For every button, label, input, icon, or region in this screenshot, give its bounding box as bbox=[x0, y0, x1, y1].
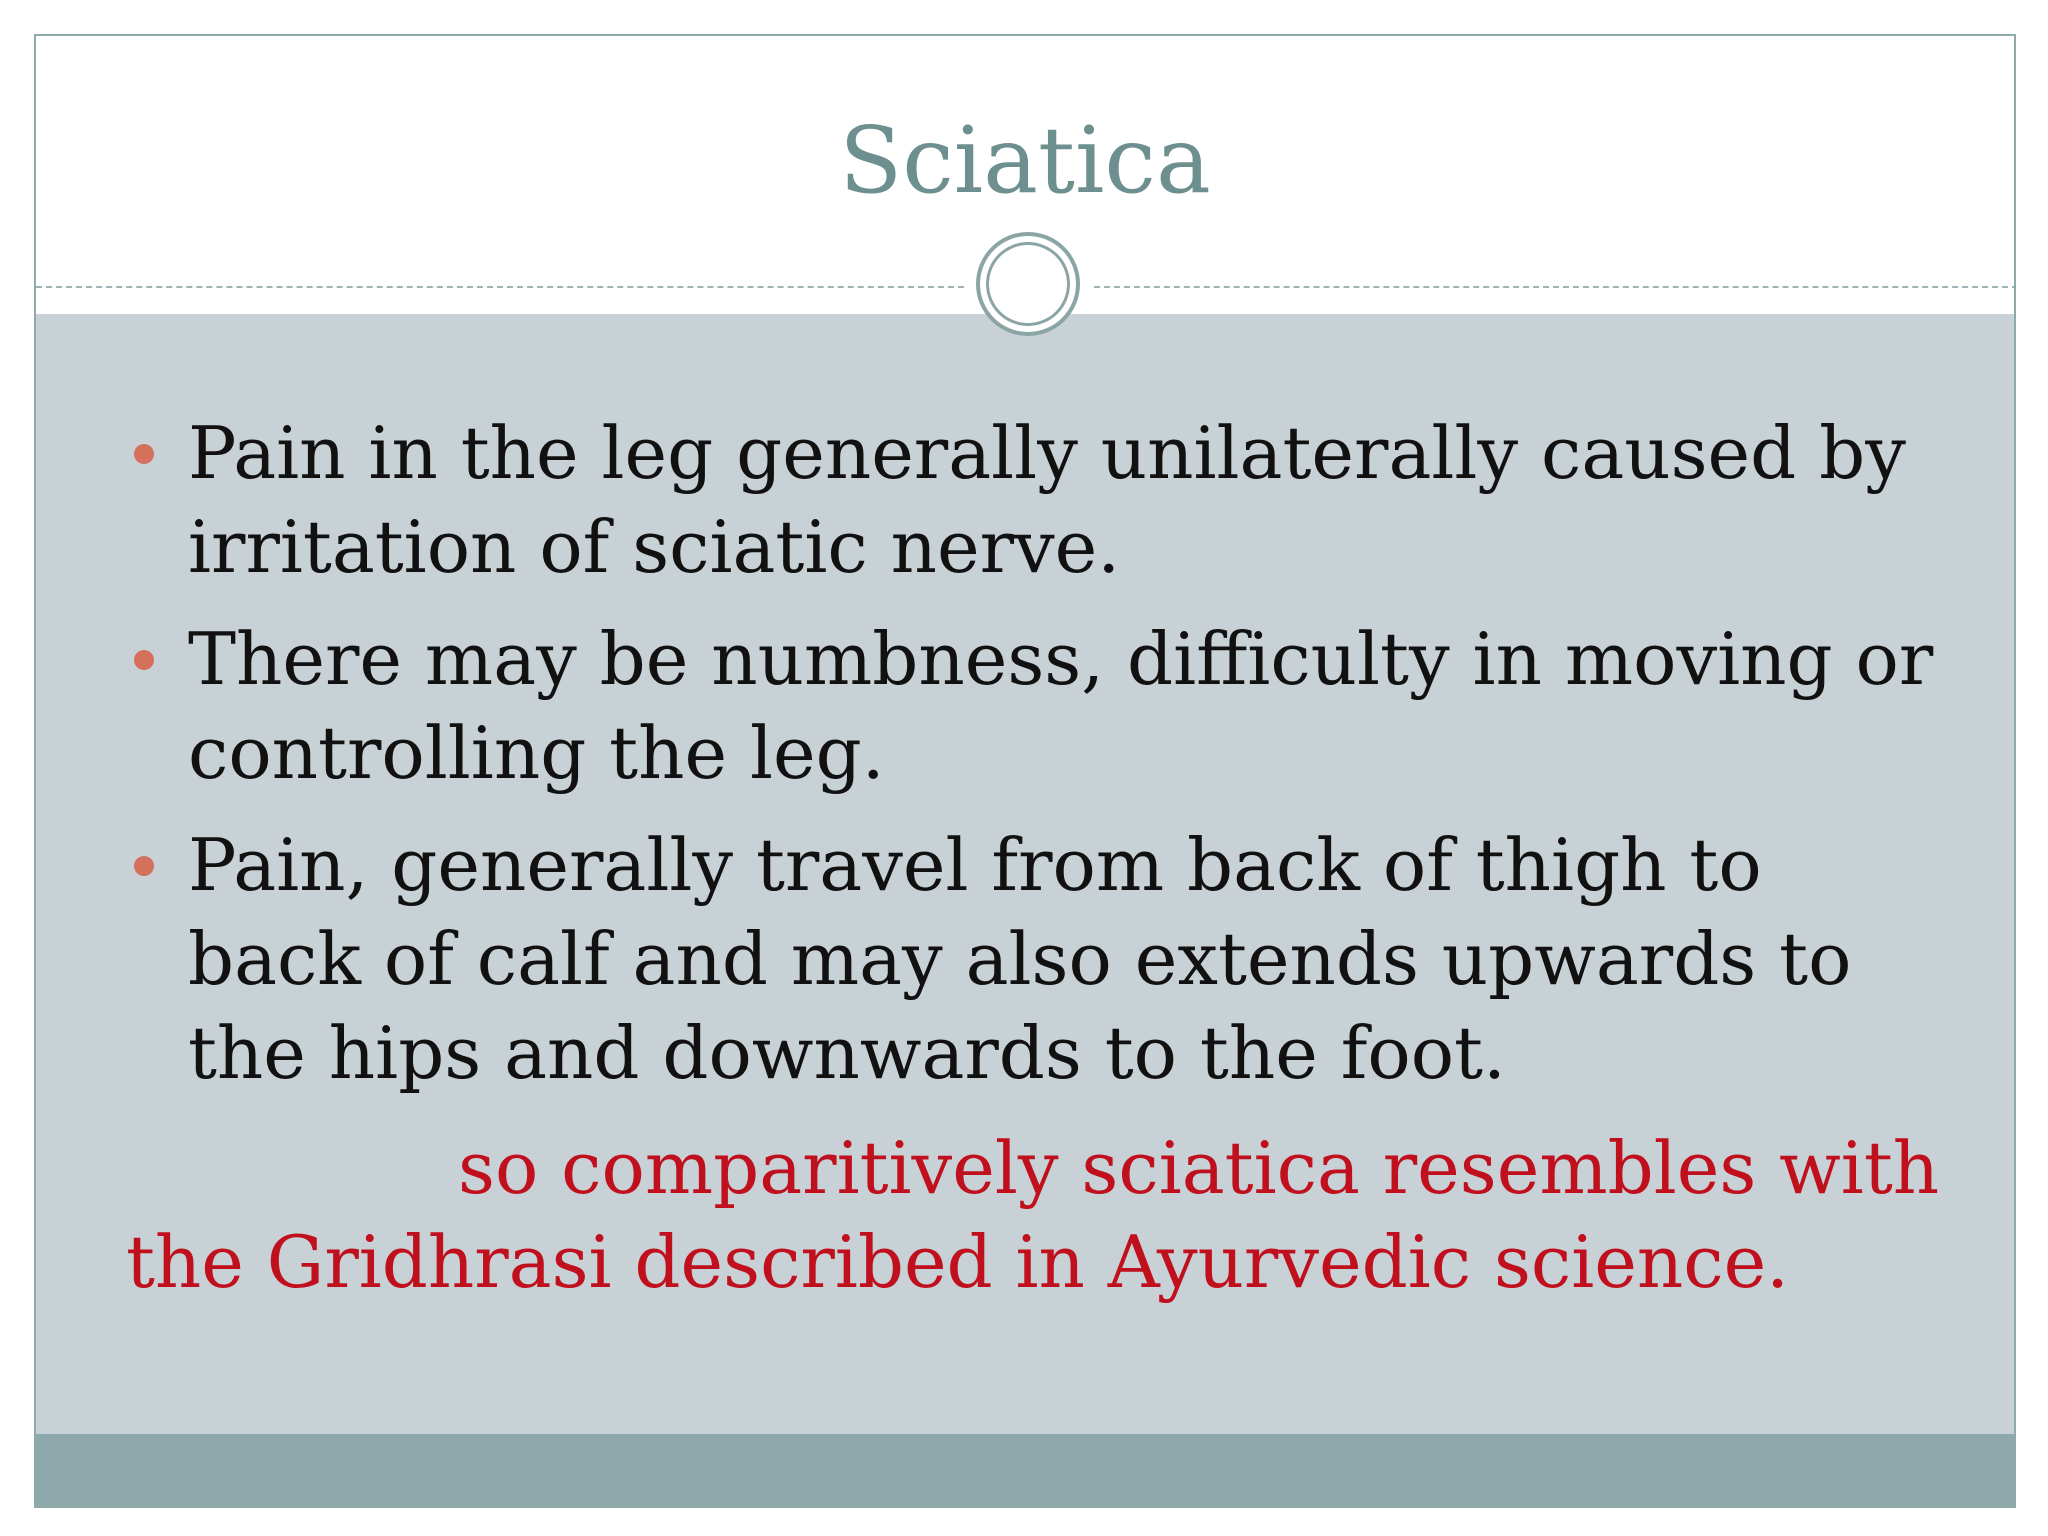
bullet-dot-icon bbox=[134, 856, 154, 876]
title-circle-ornament-icon bbox=[976, 232, 1080, 336]
conclusion-text: so comparitively sciatica resembles with the Gridhrasi described in Ayurvedic science. bbox=[126, 1126, 1940, 1304]
bullet-text: There may be numbness, difficulty in moving or controlling the leg. bbox=[188, 617, 1934, 795]
bullet-list bbox=[36, 406, 1936, 1118]
bullet-item bbox=[36, 612, 1936, 800]
footer-bar bbox=[36, 1434, 2014, 1508]
bullet-dot-icon bbox=[134, 444, 154, 464]
slide bbox=[34, 34, 2016, 1508]
title-divider-left bbox=[36, 286, 964, 288]
bullet-item bbox=[36, 406, 1936, 594]
bullet-dot-icon bbox=[134, 650, 154, 670]
bullet-item bbox=[36, 818, 1936, 1100]
bullet-text: Pain, generally travel from back of thigh to back of calf and may also extends upwards to the hips and downwards to the foot. bbox=[188, 823, 1852, 1095]
bullet-text: Pain in the leg generally unilaterally caused by irritation of sciatic nerve. bbox=[188, 411, 1906, 589]
title-circle-inner-ring bbox=[986, 242, 1070, 326]
title-divider-right bbox=[1094, 286, 2016, 288]
slide-title: Sciatica bbox=[839, 107, 1211, 214]
